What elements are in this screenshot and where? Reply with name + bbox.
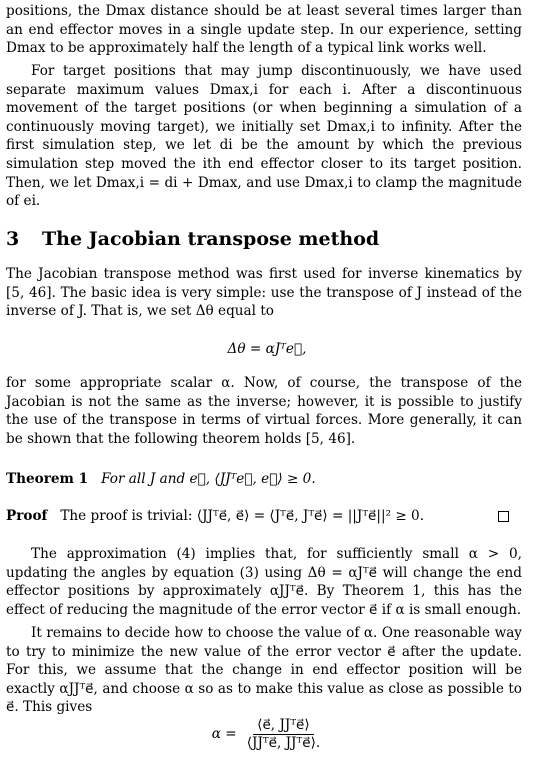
theorem-label: Theorem 1 <box>6 471 89 487</box>
proof-block <box>6 507 522 526</box>
paragraph-approximation: The approximation (4) implies that, for sufficiently small α > 0, updating the angles by equation (3) using Δθ = αJᵀe⃗ will change the end effector positions by approximately αJJᵀe⃗. By Theorem 1, this has the effect of reducing the magnitude of the error vector e⃗ if α is small enough. <box>6 546 522 618</box>
equation-alpha-denominator: ⟨JJᵀe⃗, JJᵀe⃗⟩. <box>246 735 321 751</box>
paragraph-intro: The Jacobian transpose method was first used for inverse kinematics by [5, 46]. The basic idea is very simple: use the transpose of J instead of the inverse of J. That is, we set Δθ equal to <box>6 266 522 320</box>
theorem-body: For all J and e⃗, ⟨JJᵀe⃗, e⃗⟩ ≥ 0. <box>101 471 316 487</box>
paragraph-after-equation: for some appropriate scalar α. Now, of course, the transpose of the Jacobian is not the same as the inverse; however, it is possible to justify the use of the transpose in terms of virtual forces. More generally, it can be shown that the following theorem holds [5, 46]. <box>6 375 522 447</box>
qed-square-icon <box>498 511 509 522</box>
section-heading <box>6 227 379 251</box>
section-title: The Jacobian transpose method <box>42 228 380 250</box>
equation-alpha-numerator: ⟨e⃗, JJᵀe⃗⟩ <box>253 717 314 735</box>
paragraph-alpha: It remains to decide how to choose the value of α. One reasonable way to try to minimize the new value of the error vector e⃗ after the update. For this, we assume that the change in end effector position will be exactly αJJᵀe⃗, and choose α so as to make this value as close as possible to e⃗. This gives <box>6 625 522 716</box>
equation-delta-theta: Δθ = αJᵀe⃗, <box>227 341 307 357</box>
equation-alpha-lhs: α = <box>211 726 237 743</box>
paragraph-dmax: positions, the Dmax distance should be at least several times larger than an end effector moves in a single update step. In our experience, setting Dmax to be approximately half the length of a typical link works well. <box>6 3 522 57</box>
proof-label: Proof <box>6 508 48 524</box>
proof-body: The proof is trivial: ⟨JJᵀe⃗, e⃗⟩ = ⟨Jᵀe⃗, Jᵀe⃗⟩ = ||Jᵀe⃗||² ≥ 0. <box>60 508 425 524</box>
section-number: 3 <box>6 228 20 250</box>
equation-alpha <box>0 717 534 752</box>
theorem-block <box>6 470 522 489</box>
paragraph-target-positions: For target positions that may jump discontinuously, we have used separate maximum values Dmax,i for each i. After a discontinuous movement of the target positions (or when beginning a simulation of a continuously moving target), we initially set Dmax,i to infinity. After the first simulation step, we let di be the amount by which the previous simulation step moved the ith end effector closer to its target position. Then, we let Dmax,i = di + Dmax, and use Dmax,i to clamp the magnitude of ei. <box>6 63 522 210</box>
